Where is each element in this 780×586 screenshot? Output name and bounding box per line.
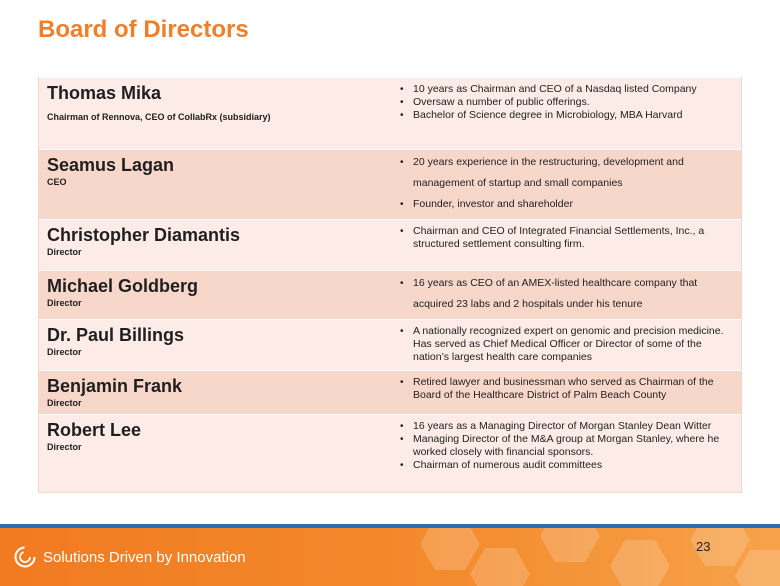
list-item: • Chairman and CEO of Integrated Financial Settlements, Inc., a structured settlement consulting firm. xyxy=(399,225,733,251)
director-name: Robert Lee xyxy=(47,420,142,440)
director-role: Director xyxy=(47,298,82,308)
director-row xyxy=(39,149,741,219)
director-name: Dr. Paul Billings xyxy=(47,325,185,345)
director-points xyxy=(399,273,733,315)
footer-tagline: Solutions Driven by Innovation xyxy=(43,549,246,566)
director-row xyxy=(39,270,741,319)
list-item: • Managing Director of the M&A group at Morgan Stanley, where he worked closely with financial sponsors. xyxy=(399,433,733,459)
list-item: • 10 years as Chairman and CEO of a Nasdaq listed Company xyxy=(399,83,733,96)
director-role: Director xyxy=(47,442,82,452)
director-points xyxy=(399,83,733,122)
list-item: • Retired lawyer and businessman who served as Chairman of the Board of the Healthcare District of Palm Beach County xyxy=(399,376,733,402)
director-name: Thomas Mika xyxy=(47,83,162,103)
page-number: 23 xyxy=(696,539,711,554)
list-item: • Bachelor of Science degree in Microbiology, MBA Harvard xyxy=(399,109,733,122)
director-name: Seamus Lagan xyxy=(47,155,175,175)
director-role: Chairman of Rennova, CEO of CollabRx (subsidiary) xyxy=(47,112,271,122)
director-points xyxy=(399,152,733,215)
director-row xyxy=(39,370,741,414)
list-item: • 16 years as a Managing Director of Morgan Stanley Dean Witter xyxy=(399,420,733,433)
director-points xyxy=(399,376,733,402)
director-points xyxy=(399,325,733,364)
director-role: Director xyxy=(47,347,82,357)
list-item: • Founder, investor and shareholder xyxy=(399,194,733,215)
list-item: • 20 years experience in the restructuring, development and management of startup and small companies xyxy=(399,152,733,194)
director-role: Director xyxy=(47,247,82,257)
director-role: Director xyxy=(47,398,82,408)
director-row xyxy=(39,219,741,270)
director-row xyxy=(39,77,741,149)
director-name: Michael Goldberg xyxy=(47,276,199,296)
director-role: CEO xyxy=(47,177,67,187)
list-item: • Chairman of numerous audit committees xyxy=(399,459,733,472)
director-name: Benjamin Frank xyxy=(47,376,183,396)
swirl-logo-icon xyxy=(14,546,36,568)
directors-table xyxy=(38,77,742,493)
list-item: • Oversaw a number of public offerings. xyxy=(399,96,733,109)
director-row xyxy=(39,319,741,370)
list-item: • 16 years as CEO of an AMEX-listed healthcare company that acquired 23 labs and 2 hospitals under his tenure xyxy=(399,273,733,315)
director-points xyxy=(399,225,733,251)
list-item: • A nationally recognized expert on genomic and precision medicine. Has served as Chief Medical Officer or Director of some of the nation’s largest health care companies xyxy=(399,325,733,364)
director-row xyxy=(39,414,741,492)
page-title: Board of Directors xyxy=(38,16,249,43)
footer-banner xyxy=(0,528,780,586)
director-name: Christopher Diamantis xyxy=(47,225,241,245)
director-points xyxy=(399,420,733,472)
